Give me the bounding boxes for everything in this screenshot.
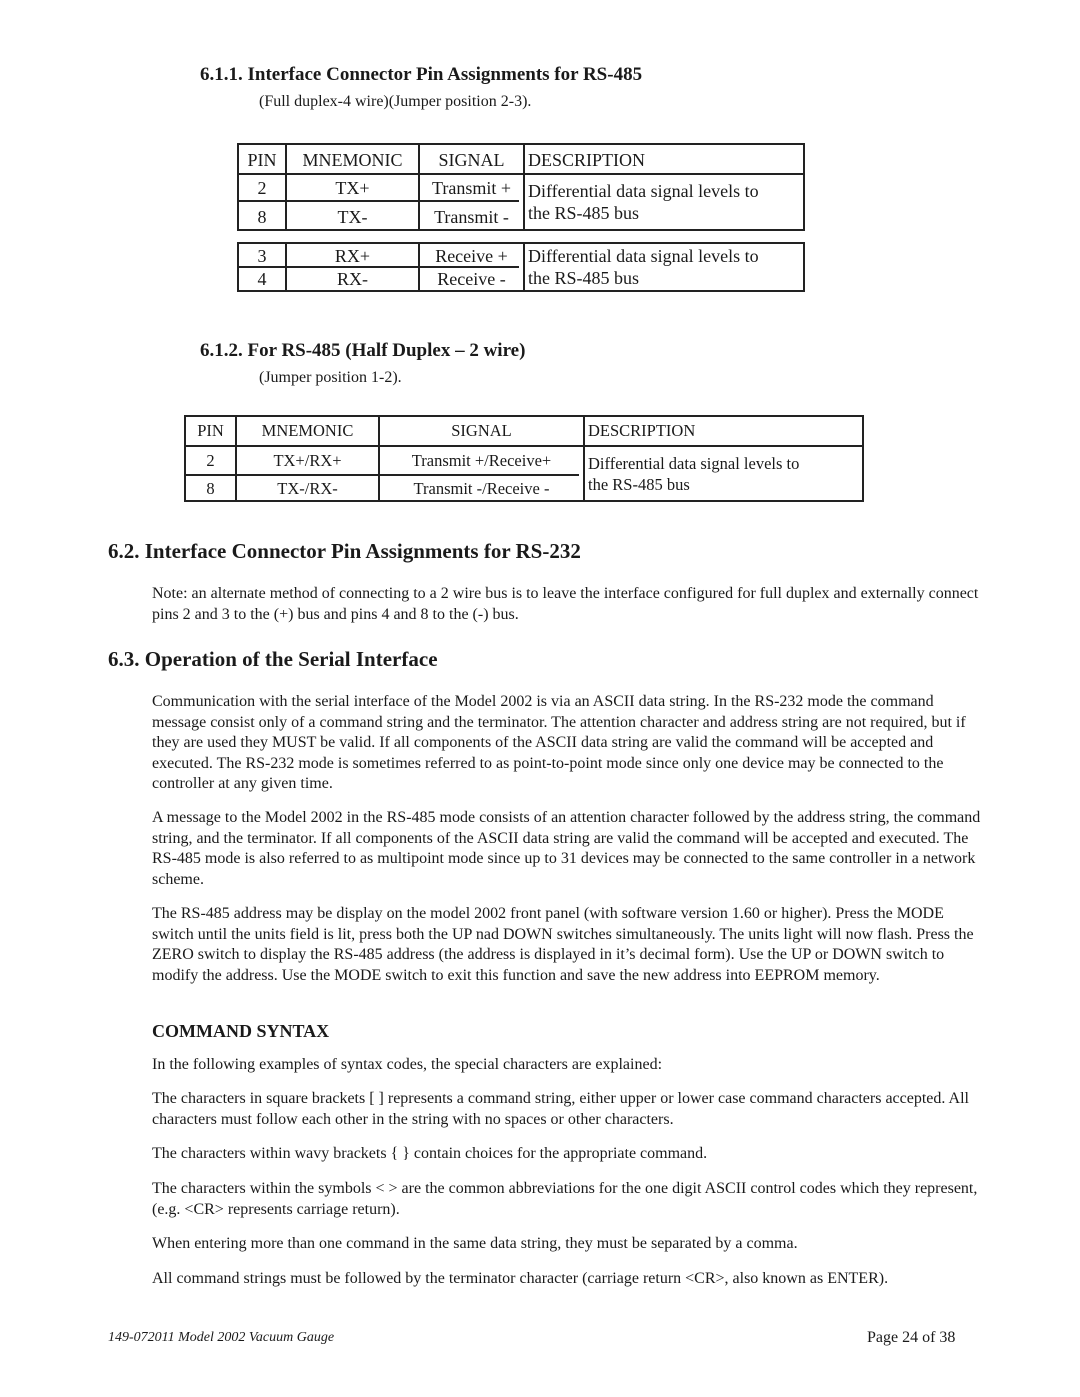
paragraph: The characters within wavy brackets { } contain choices for the appropriate command.: [152, 1145, 708, 1162]
signal-cell: Transmit -: [434, 207, 509, 227]
paragraph: The RS-485 address may be display on the model 2002 front panel (with software version 1.60 or higher). Press the MODE switch until the units field is lit, press both the UP nad DOWN switches simultaneously. The units light will now flash. Press the ZERO switch to display the RS-485 address (the address is displayed in it’s decimal form). Use the UP or DOWN switch to modify the address. Use the MODE switch to exit this function and save the new address into EEPROM memory.: [152, 905, 974, 984]
footer-document-title: 149-072011 Model 2002 Vacuum Gauge: [108, 1330, 335, 1345]
paragraph: When entering more than one command in the same data string, they must be separated by a comma.: [152, 1235, 798, 1252]
paragraph: The characters in square brackets [ ] represents a command string, either upper or lower case command characters accepted. All characters must follow each other in the string with no spaces or other characters.: [152, 1090, 969, 1128]
mnemonic-cell: RX-: [337, 269, 368, 289]
pin-table-group-rx: [237, 242, 805, 292]
column-header-signal: SIGNAL: [451, 421, 512, 440]
section-heading-6-1-2: 6.1.2. For RS-485 (Half Duplex – 2 wire): [200, 340, 526, 361]
pin-cell: 2: [206, 451, 215, 470]
description-line: Differential data signal levels to: [528, 246, 759, 266]
paragraph: In the following examples of syntax codes, the special characters are explained:: [152, 1056, 663, 1073]
column-header-signal: SIGNAL: [438, 150, 505, 170]
signal-cell: Transmit +/Receive+: [411, 451, 552, 470]
column-header-mnemonic: MNEMONIC: [302, 150, 403, 170]
command-syntax-heading: COMMAND SYNTAX: [152, 1021, 330, 1041]
pin-cell: 3: [257, 246, 267, 266]
description-line: the RS-485 bus: [588, 475, 690, 494]
signal-cell: Receive +: [435, 246, 508, 266]
description-line: Differential data signal levels to: [528, 181, 759, 201]
paragraph: All command strings must be followed by the terminator character (carriage return <CR>, also known as ENTER).: [152, 1270, 889, 1287]
pin-cell: 4: [257, 269, 267, 289]
note-paragraph: Note: an alternate method of connecting to a 2 wire bus is to leave the interface configured for full duplex and externally connect pins 2 and 3 to the (+) bus and pins 4 and 8 to the (-) bus.: [152, 585, 979, 623]
pin-cell: 2: [257, 178, 267, 198]
section-subtitle: (Full duplex-4 wire)(Jumper position 2-3).: [259, 93, 532, 110]
column-header-mnemonic: MNEMONIC: [261, 421, 354, 440]
mnemonic-cell: TX+/RX+: [273, 451, 342, 470]
half-duplex-pin-table: [184, 415, 864, 502]
section-heading-6-1-1: 6.1.1. Interface Connector Pin Assignments for RS-485: [200, 64, 643, 85]
mnemonic-cell: TX-/RX-: [277, 479, 338, 498]
pin-table-header: [237, 143, 805, 175]
section-heading-6-2: 6.2. Interface Connector Pin Assignments for RS-232: [108, 539, 581, 563]
column-header-pin: PIN: [197, 421, 224, 440]
pin-cell: 8: [257, 207, 267, 227]
description-line: the RS-485 bus: [528, 203, 640, 223]
signal-cell: Transmit -/Receive -: [413, 479, 550, 498]
mnemonic-cell: TX-: [337, 207, 368, 227]
paragraph: Communication with the serial interface of the Model 2002 is via an ASCII data string. In the RS-232 mode the command message consist only of a command string and the terminator. The attention character and address string are not required, but if they are used they MUST be valid. If all components of the ASCII data string are valid the command will be accepted and executed. The RS-232 mode is sometimes referred to as point-to-point mode since only one device may be connected to the controller at any given time.: [152, 693, 966, 793]
mnemonic-cell: RX+: [334, 246, 371, 266]
paragraph: A message to the Model 2002 in the RS-485 mode consists of an attention character followed by the address string, the command string, and the terminator. If all components of the ASCII data string are valid the command will be accepted and executed. The RS-485 mode is also referred to as multipoint mode since up to 31 devices may be connected to the same controller in a network scheme.: [152, 809, 981, 888]
description-line: Differential data signal levels to: [588, 454, 800, 473]
section-heading-6-3: 6.3. Operation of the Serial Interface: [108, 647, 438, 671]
column-header-pin: PIN: [247, 150, 277, 170]
footer-page-number: Page 24 of 38: [867, 1329, 956, 1346]
pin-table-group-tx: [237, 173, 805, 231]
signal-cell: Receive -: [437, 269, 506, 289]
pin-cell: 8: [206, 479, 215, 498]
paragraph: The characters within the symbols < > are the common abbreviations for the one digit ASCII control codes which they represent, (e.g. <CR> represents carriage return).: [152, 1180, 978, 1218]
description-line: the RS-485 bus: [528, 268, 640, 288]
section-subtitle: (Jumper position 1-2).: [259, 369, 402, 386]
column-header-description: DESCRIPTION: [528, 150, 646, 170]
mnemonic-cell: TX+: [335, 178, 370, 198]
signal-cell: Transmit +: [431, 178, 511, 198]
column-header-description: DESCRIPTION: [588, 421, 696, 440]
